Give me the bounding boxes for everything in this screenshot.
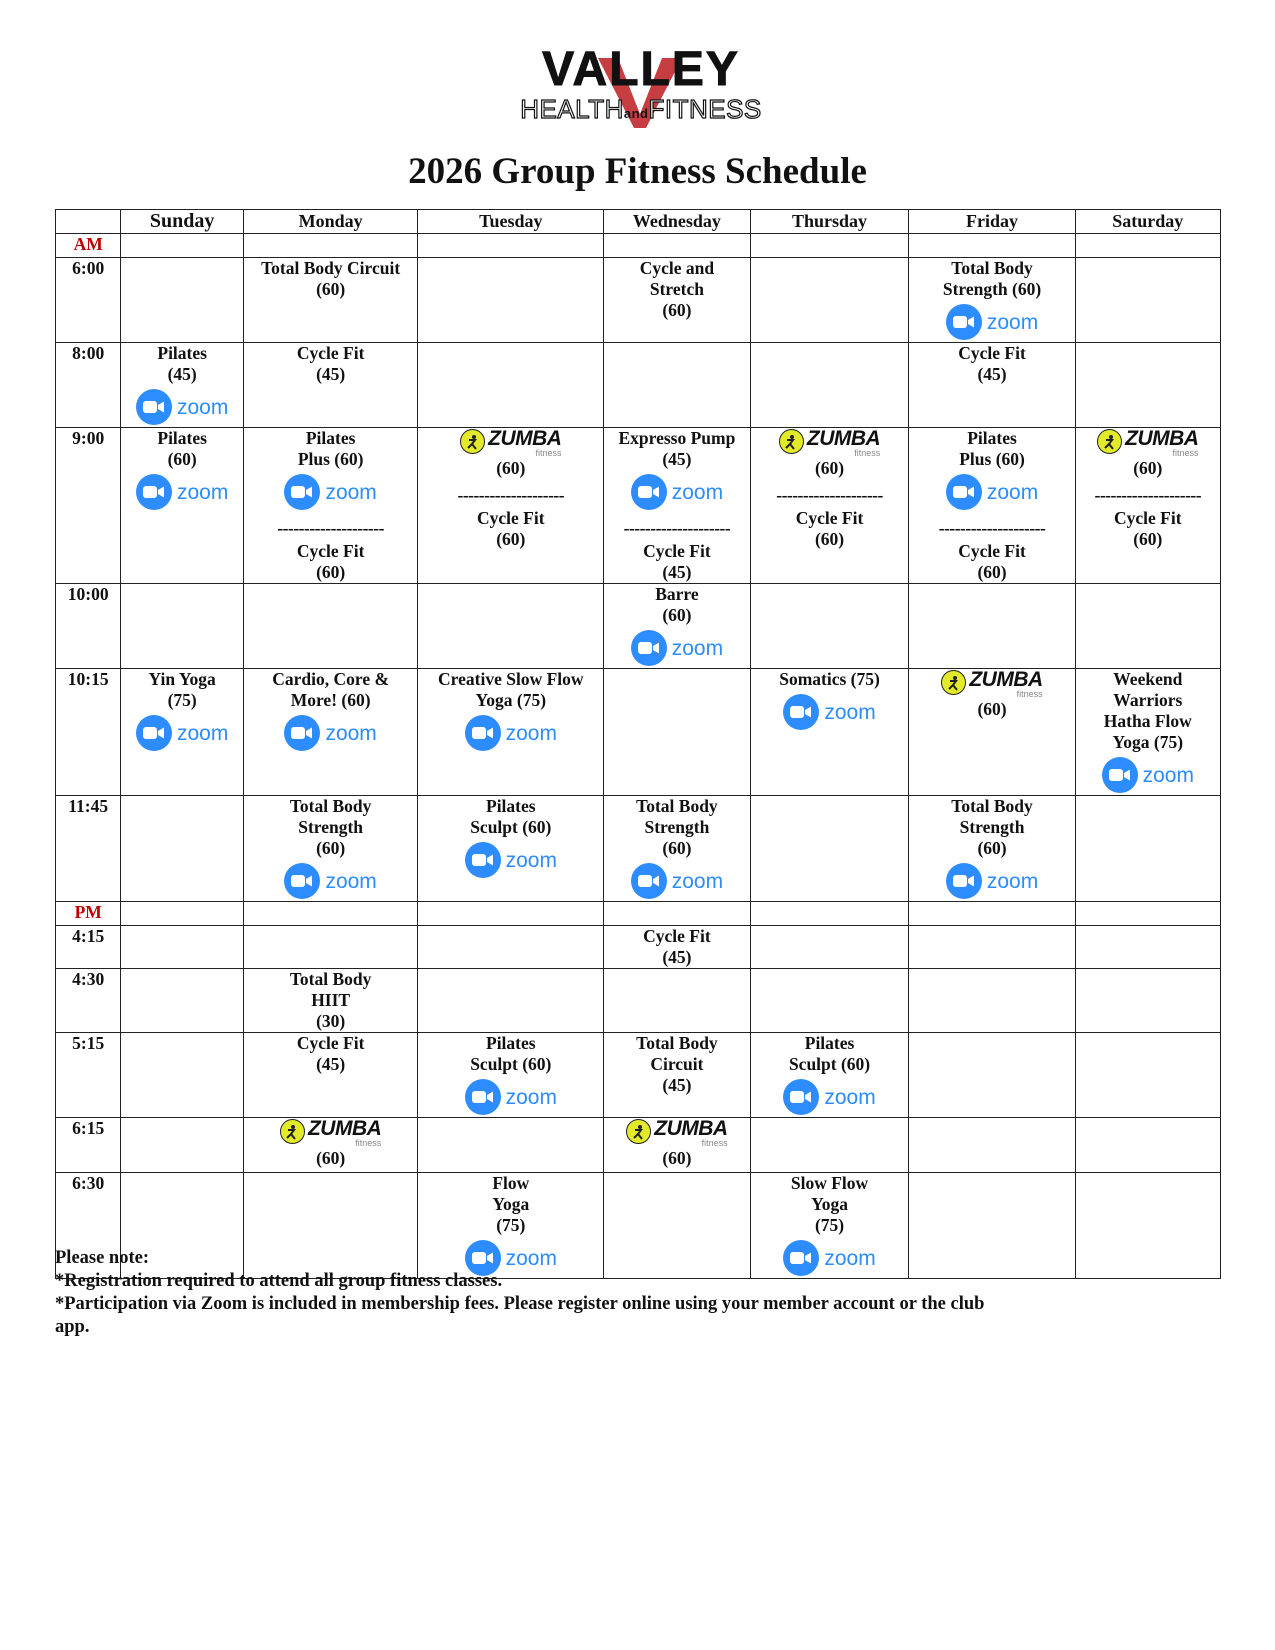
class-cell <box>121 1118 244 1173</box>
time-row-0430 <box>56 969 1221 1033</box>
class-cell: ZUMBA fitness (60) -------------------- Cycle Fit (60) <box>1075 428 1220 584</box>
zoom-icon[interactable]: zoom <box>946 472 1038 512</box>
class-cell: Total Body Strength (60) zoom <box>909 258 1075 343</box>
day-header-sunday: Sunday <box>121 210 244 234</box>
class-cell <box>909 1118 1075 1173</box>
class-cell <box>418 1118 604 1173</box>
zumba-logo-icon: ZUMBA fitness <box>626 1118 727 1148</box>
class-cell <box>1075 343 1220 428</box>
notes-section <box>55 1247 1155 1339</box>
class-cell: Total Body Strength (60) zoom <box>243 796 417 902</box>
schedule-table <box>55 209 1221 1279</box>
class-cell <box>604 969 750 1033</box>
note-zoom: *Participation via Zoom is included in membership fees. Please register online using your member account or the club <box>55 1294 985 1314</box>
class-cell: Pilates Sculpt (60) zoom <box>750 1033 909 1118</box>
zoom-icon[interactable]: zoom <box>465 840 557 880</box>
time-label: 10:15 <box>56 669 121 796</box>
am-row <box>56 234 1221 258</box>
time-label: 6:00 <box>56 258 121 343</box>
class-cell: ZUMBA fitness (60) <box>604 1118 750 1173</box>
class-cell <box>418 926 604 969</box>
divider-dashes: -------------------- <box>776 485 883 505</box>
zoom-icon[interactable]: zoom <box>465 1077 557 1117</box>
valley-logo <box>510 44 770 134</box>
class-cell: Expresso Pump (45) zoom -------------------- Cycle Fit (45) <box>604 428 750 584</box>
class-cell: Yin Yoga (75) zoom <box>121 669 244 796</box>
class-cell <box>418 584 604 669</box>
class-cell: Total Body HIIT (30) <box>243 969 417 1033</box>
logo-word: VALLEY <box>542 43 740 96</box>
class-cell <box>909 969 1075 1033</box>
zoom-icon[interactable]: zoom <box>631 628 723 668</box>
class-cell: Cycle Fit (45) <box>604 926 750 969</box>
zoom-icon[interactable]: zoom <box>783 1238 875 1278</box>
time-row-0515 <box>56 1033 1221 1118</box>
time-label: 4:30 <box>56 969 121 1033</box>
zoom-icon[interactable]: zoom <box>465 713 557 753</box>
class-cell <box>121 969 244 1033</box>
time-row-1000 <box>56 584 1221 669</box>
divider-dashes: -------------------- <box>457 485 565 505</box>
time-row-0615 <box>56 1118 1221 1173</box>
zoom-icon[interactable]: zoom <box>946 861 1038 901</box>
zoom-icon[interactable]: zoom <box>783 1077 875 1117</box>
zoom-icon[interactable]: zoom <box>783 692 875 732</box>
class-cell <box>750 258 909 343</box>
class-cell: Cycle Fit (45) <box>243 1033 417 1118</box>
class-cell <box>121 258 244 343</box>
class-cell: ZUMBA fitness (60) -------------------- Cycle Fit (60) <box>418 428 604 584</box>
zoom-icon[interactable]: zoom <box>136 713 228 753</box>
zoom-icon[interactable]: zoom <box>631 861 723 901</box>
class-cell: Total Body Strength (60) zoom <box>604 796 750 902</box>
time-row-0600 <box>56 258 1221 343</box>
class-cell: Slow Flow Yoga (75) zoom <box>750 1173 909 1279</box>
class-cell: Pilates (60) zoom <box>121 428 244 584</box>
header-row <box>56 210 1221 234</box>
zoom-icon[interactable]: zoom <box>631 472 723 512</box>
class-cell: Somatics (75) zoom <box>750 669 909 796</box>
class-cell: Creative Slow Flow Yoga (75) zoom <box>418 669 604 796</box>
class-cell: Pilates Sculpt (60) zoom <box>418 1033 604 1118</box>
zoom-icon[interactable]: zoom <box>136 387 228 427</box>
time-label: 8:00 <box>56 343 121 428</box>
time-row-0415 <box>56 926 1221 969</box>
zoom-icon[interactable]: zoom <box>284 472 376 512</box>
class-cell: ZUMBA fitness (60) <box>909 669 1075 796</box>
class-cell: Cardio, Core & More! (60) zoom <box>243 669 417 796</box>
logo-subtitle: HEALTHandFITNESS <box>520 94 762 124</box>
class-cell: Weekend Warriors Hatha Flow Yoga (75) zoom <box>1075 669 1220 796</box>
class-cell <box>418 343 604 428</box>
class-cell: Pilates Plus (60) zoom -------------------- Cycle Fit (60) <box>243 428 417 584</box>
class-cell <box>750 969 909 1033</box>
class-cell: ZUMBA fitness (60) -------------------- Cycle Fit (60) <box>750 428 909 584</box>
class-cell <box>909 926 1075 969</box>
divider-dashes: -------------------- <box>277 518 384 538</box>
class-cell <box>1075 1033 1220 1118</box>
class-cell <box>418 969 604 1033</box>
note-zoom-cont: app. <box>55 1317 90 1337</box>
class-cell: Flow Yoga (75) zoom <box>418 1173 604 1279</box>
pm-row <box>56 902 1221 926</box>
class-cell: Pilates Plus (60) zoom -------------------- Cycle Fit (60) <box>909 428 1075 584</box>
class-cell: Cycle Fit (45) <box>243 343 417 428</box>
zoom-icon[interactable]: zoom <box>946 302 1038 342</box>
class-cell <box>121 1033 244 1118</box>
class-cell <box>750 1118 909 1173</box>
class-cell <box>121 584 244 669</box>
time-row-1145 <box>56 796 1221 902</box>
class-cell <box>750 926 909 969</box>
class-cell <box>243 584 417 669</box>
time-row-0900 <box>56 428 1221 584</box>
class-cell <box>121 926 244 969</box>
class-cell <box>1075 1118 1220 1173</box>
day-header-tuesday: Tuesday <box>418 210 604 234</box>
time-label: 11:45 <box>56 796 121 902</box>
time-label: 5:15 <box>56 1033 121 1118</box>
class-cell: Barre (60) zoom <box>604 584 750 669</box>
class-cell <box>909 584 1075 669</box>
time-label: 9:00 <box>56 428 121 584</box>
time-row-0800 <box>56 343 1221 428</box>
time-label: 6:30 <box>56 1173 121 1279</box>
class-cell <box>1075 796 1220 902</box>
corner-cell <box>56 210 121 234</box>
zoom-icon[interactable]: zoom <box>465 1238 557 1278</box>
class-cell: Total Body Strength (60) zoom <box>909 796 1075 902</box>
time-label: 10:00 <box>56 584 121 669</box>
class-cell <box>750 796 909 902</box>
day-header-thursday: Thursday <box>750 210 909 234</box>
class-cell <box>1075 258 1220 343</box>
class-cell <box>1075 969 1220 1033</box>
class-cell: Total Body Circuit (45) <box>604 1033 750 1118</box>
class-cell <box>604 343 750 428</box>
zumba-logo-icon: ZUMBA fitness <box>941 669 1042 699</box>
class-cell: Cycle and Stretch (60) <box>604 258 750 343</box>
day-header-wednesday: Wednesday <box>604 210 750 234</box>
page-title: 2026 Group Fitness Schedule <box>408 151 867 192</box>
pm-label: PM <box>56 902 121 926</box>
divider-dashes: -------------------- <box>623 518 731 538</box>
zoom-icon[interactable]: zoom <box>284 713 376 753</box>
zumba-logo-icon: ZUMBA fitness <box>280 1118 381 1148</box>
class-cell: ZUMBA fitness (60) <box>243 1118 417 1173</box>
time-label: 6:15 <box>56 1118 121 1173</box>
divider-dashes: -------------------- <box>1094 485 1202 505</box>
class-cell: Pilates Sculpt (60) zoom <box>418 796 604 902</box>
day-header-monday: Monday <box>243 210 417 234</box>
zumba-logo-icon: ZUMBA fitness <box>460 428 561 458</box>
zoom-icon[interactable]: zoom <box>1102 755 1194 795</box>
zoom-icon[interactable]: zoom <box>284 861 376 901</box>
class-cell <box>418 258 604 343</box>
class-cell <box>909 1033 1075 1118</box>
class-cell <box>750 343 909 428</box>
class-cell: Total Body Circuit (60) <box>243 258 417 343</box>
time-row-1015 <box>56 669 1221 796</box>
time-label: 4:15 <box>56 926 121 969</box>
day-header-saturday: Saturday <box>1075 210 1220 234</box>
am-label: AM <box>56 234 121 258</box>
class-cell <box>750 584 909 669</box>
class-cell: Pilates (45) zoom <box>121 343 244 428</box>
class-cell <box>121 796 244 902</box>
class-cell <box>1075 926 1220 969</box>
divider-dashes: -------------------- <box>938 518 1046 538</box>
notes-heading: Please note: <box>55 1248 150 1268</box>
class-cell <box>243 926 417 969</box>
note-registration: *Registration required to attend all group fitness classes. <box>55 1271 503 1291</box>
class-cell <box>1075 584 1220 669</box>
day-header-friday: Friday <box>909 210 1075 234</box>
class-cell <box>604 669 750 796</box>
zumba-logo-icon: ZUMBA fitness <box>1097 428 1198 458</box>
zoom-icon[interactable]: zoom <box>136 472 228 512</box>
class-cell: Cycle Fit (45) <box>909 343 1075 428</box>
zumba-logo-icon: ZUMBA fitness <box>779 428 880 458</box>
